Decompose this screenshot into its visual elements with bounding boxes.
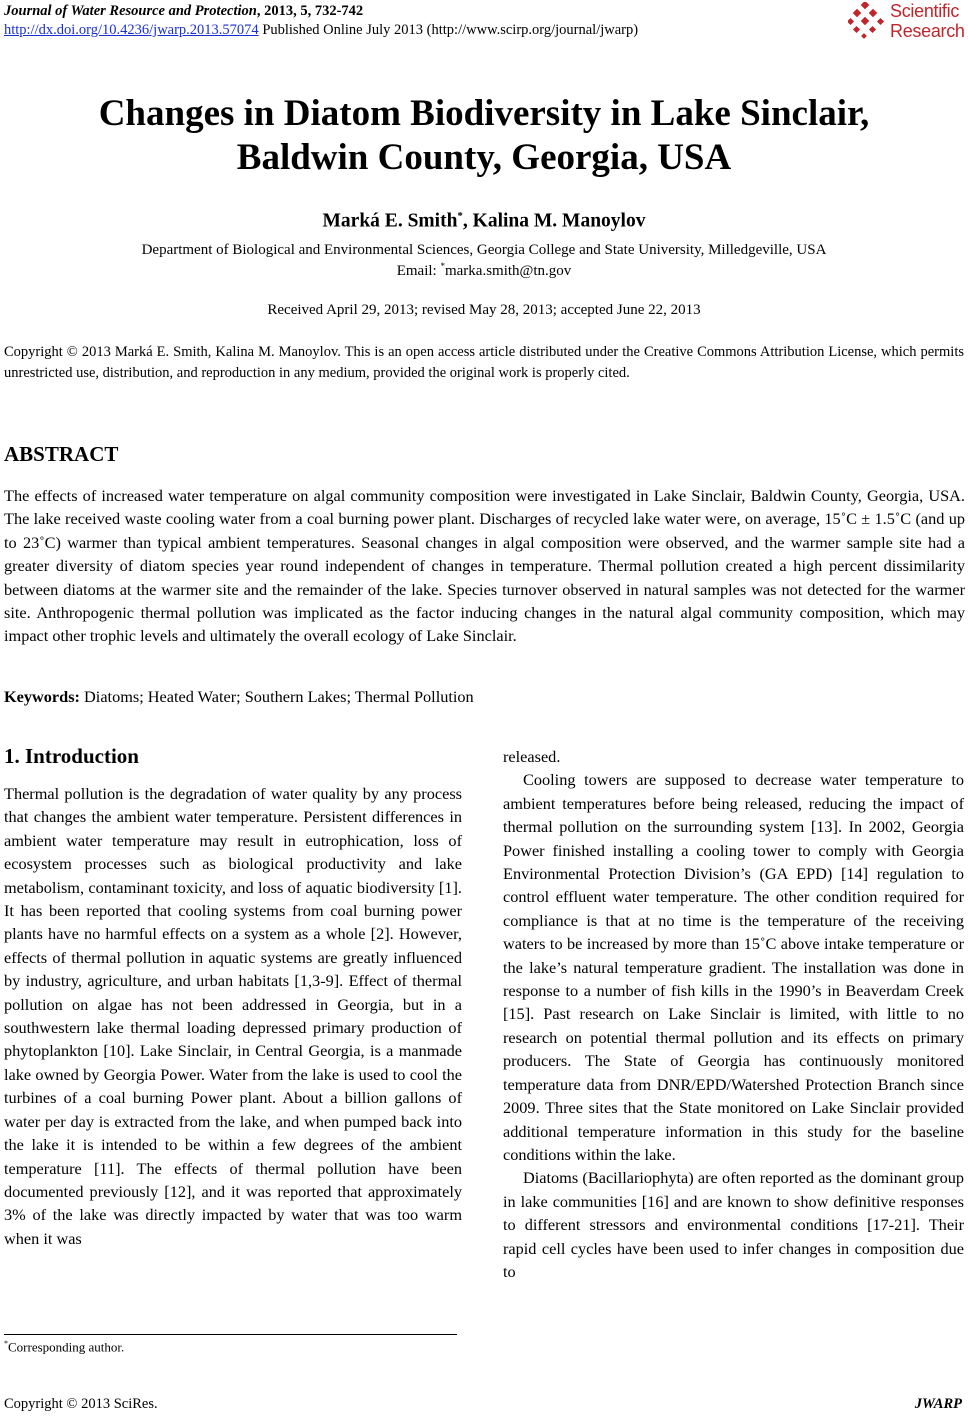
author-1: Marká E. Smith <box>322 210 458 232</box>
footnote-divider <box>4 1334 457 1335</box>
keywords-label: Keywords: <box>4 687 80 706</box>
logo-line-2: Research <box>890 21 965 41</box>
intro-paragraph-1: Thermal pollution is the degradation of water quality by any process that changes the ambient water temperature. Persistent differences in ambient water temperature may result in eutrophication, loss of ecosystem processes such as biological productivity and lake metabolism, contaminant toxicity, and loss of aquatic biodiversity [1]. It has been reported that cooling systems from coal burning power plants have no harmful effects on a system as a whole [2]. However, effects of thermal pollution in aquatic systems are greatly influenced by industry, agriculture, and urban habitats [1,3-9]. Effect of thermal pollution on algae has not been addressed in Georgia, but in a southwestern lake thermal loading depressed primary production of phytoplankton [10]. Lake Sinclair, in Central Georgia, is a manmade lake owned by Georgia Power. Water from the lake is used to cool the turbines of a coal burning Power plant. About a billion gallons of water per day is extracted from the lake, and when pumped back into the lake it is intended to be within a few degrees of the ambient temperature [11]. The effects of thermal pollution have been documented previously [12], and it was reported that approximately 3% of the lake was directly impacted by water that was too warm when it was <box>4 784 462 1248</box>
keywords-line <box>4 687 474 707</box>
logo-text <box>890 1 965 41</box>
left-column <box>4 782 462 1250</box>
published-online: Published Online July 2013 (http://www.scirp.org/journal/jwarp) <box>258 22 639 38</box>
footnote-mark: * <box>4 1339 8 1348</box>
doi-line <box>4 21 638 39</box>
email-mark: * <box>440 261 445 271</box>
logo-line-1: Scientific <box>890 1 960 21</box>
footer-copyright: Copyright © 2013 SciRes. <box>4 1396 158 1412</box>
footnote <box>4 1339 124 1355</box>
author-2: , Kalina M. Manoylov <box>462 210 646 232</box>
section-heading-introduction: 1. Introduction <box>4 744 139 768</box>
volume-pages: , 2013, 5, 732-742 <box>256 3 364 19</box>
paper-title <box>0 92 968 180</box>
affiliation: Department of Biological and Environmental Sciences, Georgia College and State University, Milledgeville, USA <box>141 242 827 258</box>
received-dates: Received April 29, 2013; revised May 28, 2013; accepted June 22, 2013 <box>267 302 701 318</box>
right-column <box>503 745 964 1283</box>
footnote-text: Corresponding author. <box>8 1339 125 1355</box>
title-line-1: Changes in Diatom Biodiversity in Lake Sinclair, <box>98 93 870 134</box>
intro-paragraph-2: Cooling towers are supposed to decrease water temperature to ambient temperatures before being released, reducing the impact of thermal pollution on the surrounding system [13]. In 2002, Georgia Power finished installing a cooling tower to comply with Georgia Environmental Protection Division’s (GA EPD) [14] regulation to control effluent water temperature. The other condition required for compliance is that at no time is the temperature of the receiving waters to be increased by more than 15˚C above intake temperature or the lake’s natural temperature gradient. The installation was done in response to a number of fish kills in the 1990’s in Beaverdam Creek [15]. Past research on Lake Sinclair is limited, with little to no research on potential thermal pollution and its effects on primary producers. The State of Georgia has continuously monitored temperature data from DNR/EPD/Watershed Protection Branch since 2009. Three sites that the State monitored on Lake Sinclair provided additional temperature information in this study for the baseline conditions within the lake. <box>503 770 964 1164</box>
copyright-notice: Copyright © 2013 Marká E. Smith, Kalina M. Manoylov. This is an open access article distributed under the Creative Commons Attribution License, which permits unrestricted use, distribution, and reproduction in any medium, provided the original work is properly cited. <box>4 344 964 381</box>
abstract-text: The effects of increased water temperature on algal community composition were investigated in Lake Sinclair, Baldwin County, Georgia, USA. The lake received waste cooling water from a coal burning power plant. Discharges of recycled lake water were, on average, 15˚C ± 1.5˚C (and up to 23˚C) warmer than typical ambient temperatures. Seasonal changes in algal composition were observed, and the warmer sample site had a greater diversity of diatom species year round independent of changes in temperature. Thermal pollution created a high percent dissimilarity between diatoms at the warmer site and the remainder of the lake. Species turnover observed in natural samples was not detected for the warmer site. Anthropogenic thermal pollution was implicated as the factor inducing changes in the natural algal community composition, which may impact other trophic levels and ultimately the overall ecology of Lake Sinclair. <box>4 486 965 646</box>
publisher-logo <box>848 0 968 44</box>
footer-journal-abbrev: JWARP <box>914 1396 962 1412</box>
email-prefix: Email: <box>396 263 441 279</box>
journal-name: Journal of Water Resource and Protection <box>4 3 257 19</box>
scientific-research-logo-icon <box>848 2 888 40</box>
intro-continued: released. <box>503 747 561 766</box>
title-line-2: Baldwin County, Georgia, USA <box>236 137 732 178</box>
journal-citation <box>4 2 363 20</box>
author-list <box>0 210 968 233</box>
keywords-text: Diatoms; Heated Water; Southern Lakes; Thermal Pollution <box>79 687 474 706</box>
corresponding-mark: * <box>457 210 463 222</box>
intro-paragraph-3: Diatoms (Bacillariophyta) are often reported as the dominant group in lake communities [16] and are known to show definitive responses to different stressors and environmental conditions [17-21]. Their rapid cell cycles have been used to infer changes in composition due to <box>503 1168 964 1281</box>
email-address[interactable]: marka.smith@tn.gov <box>444 263 572 279</box>
email-line <box>0 261 968 280</box>
doi-link[interactable]: http://dx.doi.org/10.4236/jwarp.2013.57074 <box>4 22 259 38</box>
abstract-heading: ABSTRACT <box>4 442 119 466</box>
